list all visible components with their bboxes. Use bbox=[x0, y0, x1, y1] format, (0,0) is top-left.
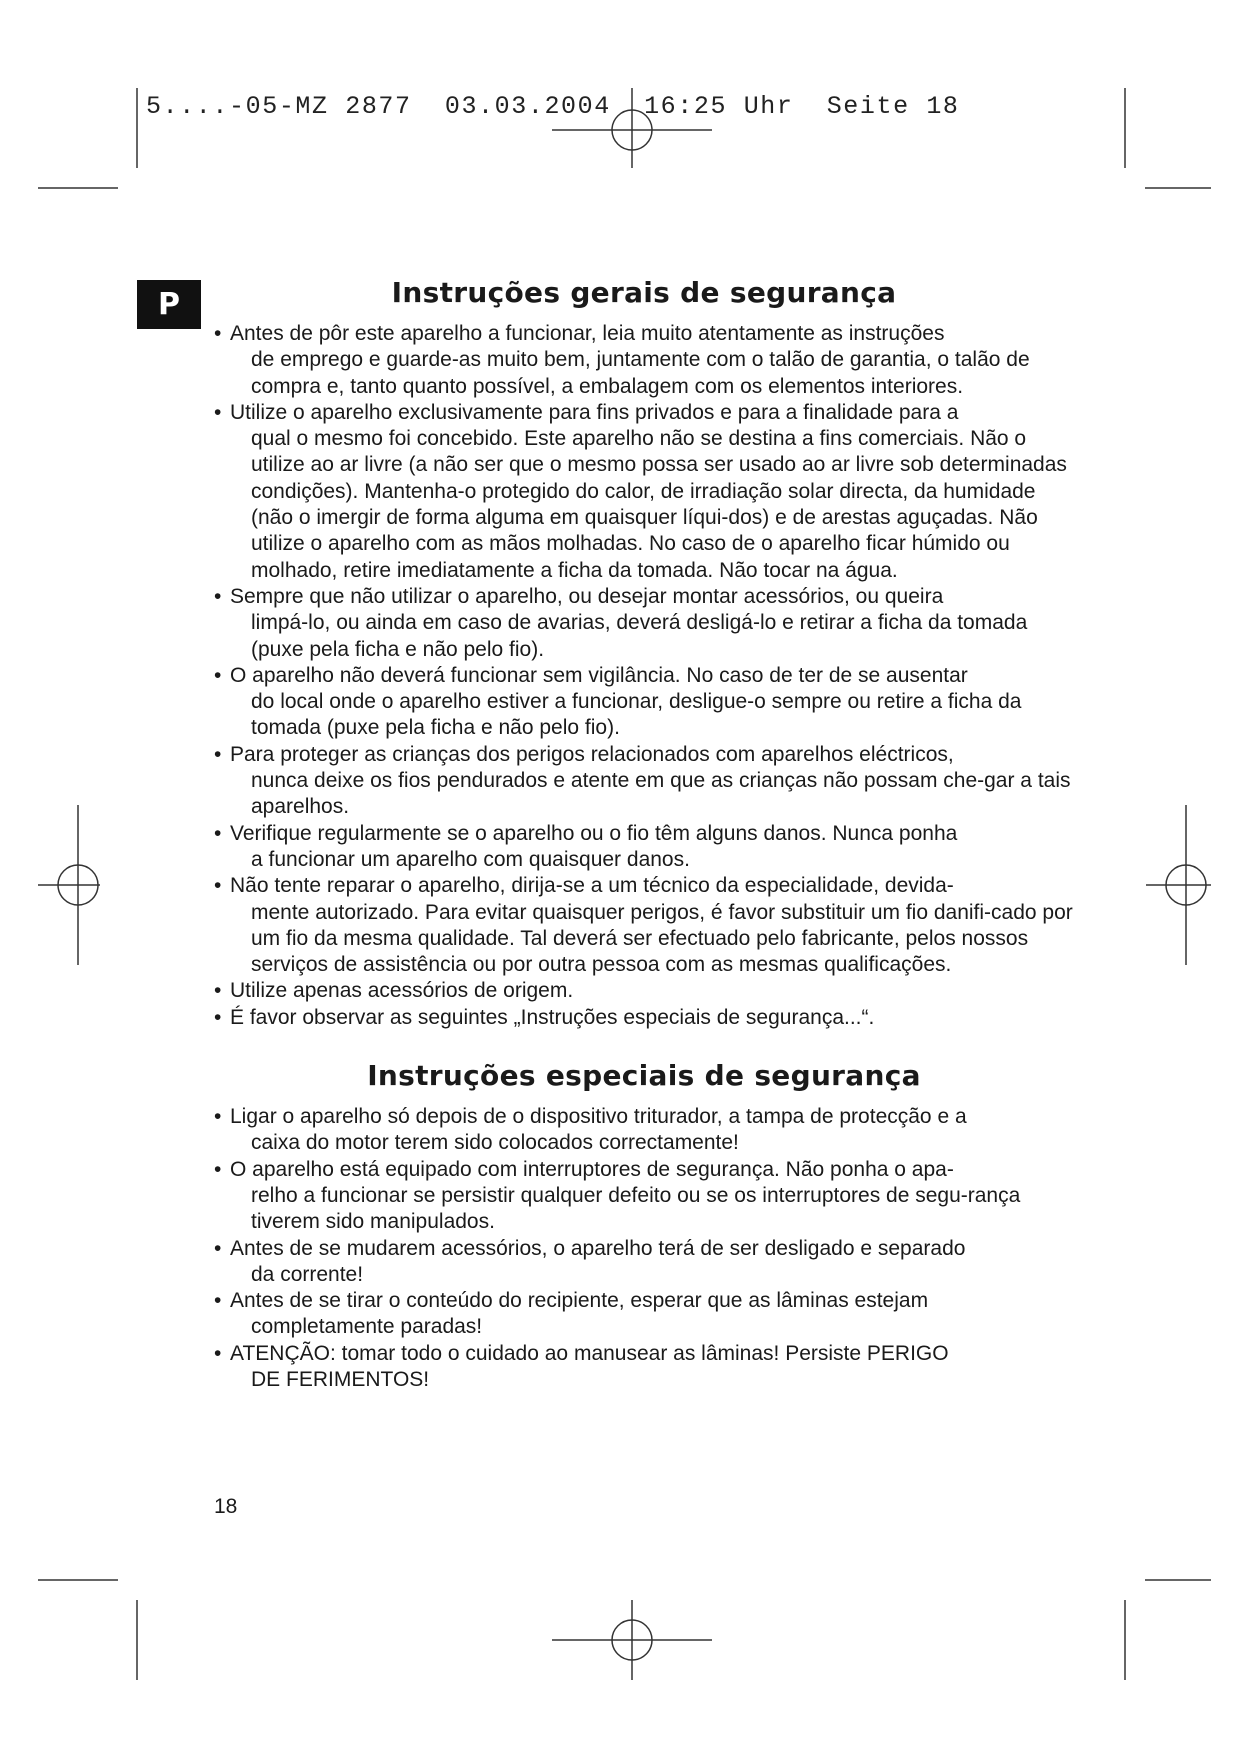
list-item bbox=[214, 1104, 1074, 1157]
list-item-continuation: nunca deixe os fios pendurados e atente em que as crianças não possam che-gar a tais aparelhos. bbox=[251, 769, 1071, 819]
list-item-first-line: Verifique regularmente se o aparelho ou o fio têm alguns danos. Nunca ponha bbox=[230, 821, 958, 845]
list-item bbox=[214, 742, 1074, 821]
list-item bbox=[214, 321, 1074, 400]
list-item-first-line: O aparelho está equipado com interruptores de segurança. Não ponha o apa- bbox=[230, 1157, 954, 1181]
general-safety-list bbox=[214, 321, 1074, 1031]
list-item bbox=[214, 873, 1074, 978]
section-title-general: Instruções gerais de segurança bbox=[391, 276, 897, 309]
list-item-first-line: ATENÇÃO: tomar todo o cuidado ao manusear as lâminas! Persiste PERIGO bbox=[230, 1341, 949, 1365]
list-item-continuation: a funcionar um aparelho com quaisquer danos. bbox=[251, 847, 690, 871]
list-item-continuation: relho a funcionar se persistir qualquer defeito ou se os interruptores de segu-rança tiverem sido manipulados. bbox=[251, 1183, 1021, 1234]
list-item bbox=[214, 663, 1074, 742]
list-item-first-line: O aparelho não deverá funcionar sem vigilância. No caso de ter de se ausentar bbox=[230, 663, 968, 687]
list-item bbox=[214, 584, 1074, 663]
list-item-continuation: caixa do motor terem sido colocados correctamente! bbox=[251, 1131, 739, 1155]
list-item bbox=[214, 1236, 1074, 1289]
list-item-continuation: completamente paradas! bbox=[251, 1315, 483, 1339]
list-item-continuation: limpá-lo, ou ainda em caso de avarias, deverá desligá-lo e retirar a ficha da tomada (puxe pela ficha e não pelo fio). bbox=[251, 611, 1028, 661]
page-number: 18 bbox=[214, 1495, 238, 1518]
list-item bbox=[214, 1157, 1074, 1236]
list-item-continuation: DE FERIMENTOS! bbox=[251, 1367, 430, 1391]
list-item-first-line: Utilize o aparelho exclusivamente para fins privados e para a finalidade para a bbox=[230, 400, 959, 424]
list-item bbox=[214, 1341, 1074, 1394]
list-item-continuation: do local onde o aparelho estiver a funcionar, desligue-o sempre ou retire a ficha da tomada (puxe pela ficha e não pelo fio). bbox=[251, 690, 1022, 740]
list-item bbox=[214, 978, 1074, 1004]
list-item-first-line: Antes de pôr este aparelho a funcionar, leia muito atentamente as instruções bbox=[230, 322, 945, 345]
document-body bbox=[214, 276, 1074, 1393]
list-item bbox=[214, 821, 1074, 874]
list-item-first-line: Antes de se tirar o conteúdo do recipiente, esperar que as lâminas estejam bbox=[230, 1289, 929, 1313]
list-item bbox=[214, 400, 1074, 584]
print-slug: 5....-05-MZ 2877 03.03.2004 16:25 Uhr Seite 18 bbox=[146, 92, 960, 121]
list-item-first-line: Sempre que não utilizar o aparelho, ou desejar montar acessórios, ou queira bbox=[230, 584, 944, 608]
language-tab: P bbox=[137, 280, 201, 329]
list-item-continuation: da corrente! bbox=[251, 1262, 364, 1286]
list-item bbox=[214, 1288, 1074, 1341]
list-item-first-line: Não tente reparar o aparelho, dirija-se a um técnico da especialidade, devida- bbox=[230, 874, 954, 898]
list-item-continuation: qual o mesmo foi concebido. Este aparelho não se destina a fins comerciais. Não o utilize ao ar livre (a não ser que o mesmo possa ser usado ao ar livre sob determinadas condições). Mantenha-o protegido do calor, de irradiação solar directa, da humidade (não o imergir de forma alguma em quaisquer líqui-dos) e de arestas aguçadas. Não utilize o aparelho com as mãos molhadas. No caso de o aparelho ficar húmido ou molhado, retire imediatamente a ficha da tomada. Não tocar na água. bbox=[251, 427, 1067, 582]
list-item-first-line: Ligar o aparelho só depois de o dispositivo triturador, a tampa de protecção e a bbox=[230, 1105, 967, 1129]
list-item bbox=[214, 1005, 1074, 1031]
list-item-first-line: É favor observar as seguintes „Instruções especiais de segurança...“. bbox=[230, 1005, 875, 1029]
list-item-continuation: mente autorizado. Para evitar quaisquer perigos, é favor substituir um fio danifi-cado por um fio da mesma qualidade. Tal deverá ser efectuado pelo fabricante, pelos nossos serviços de assistência ou por outra pessoa com as mesmas qualificações. bbox=[251, 900, 1073, 977]
special-safety-list bbox=[214, 1104, 1074, 1393]
list-item-first-line: Utilize apenas acessórios de origem. bbox=[230, 979, 574, 1003]
list-item-first-line: Antes de se mudarem acessórios, o aparelho terá de ser desligado e separado bbox=[230, 1236, 966, 1260]
list-item-first-line: Para proteger as crianças dos perigos relacionados com aparelhos eléctricos, bbox=[230, 742, 954, 766]
section-title-special: Instruções especiais de segurança bbox=[367, 1059, 921, 1093]
list-item-continuation: de emprego e guarde-as muito bem, juntamente com o talão de garantia, o talão de compra e, tanto quanto possível, a embalagem com os elementos interiores. bbox=[251, 348, 1030, 398]
